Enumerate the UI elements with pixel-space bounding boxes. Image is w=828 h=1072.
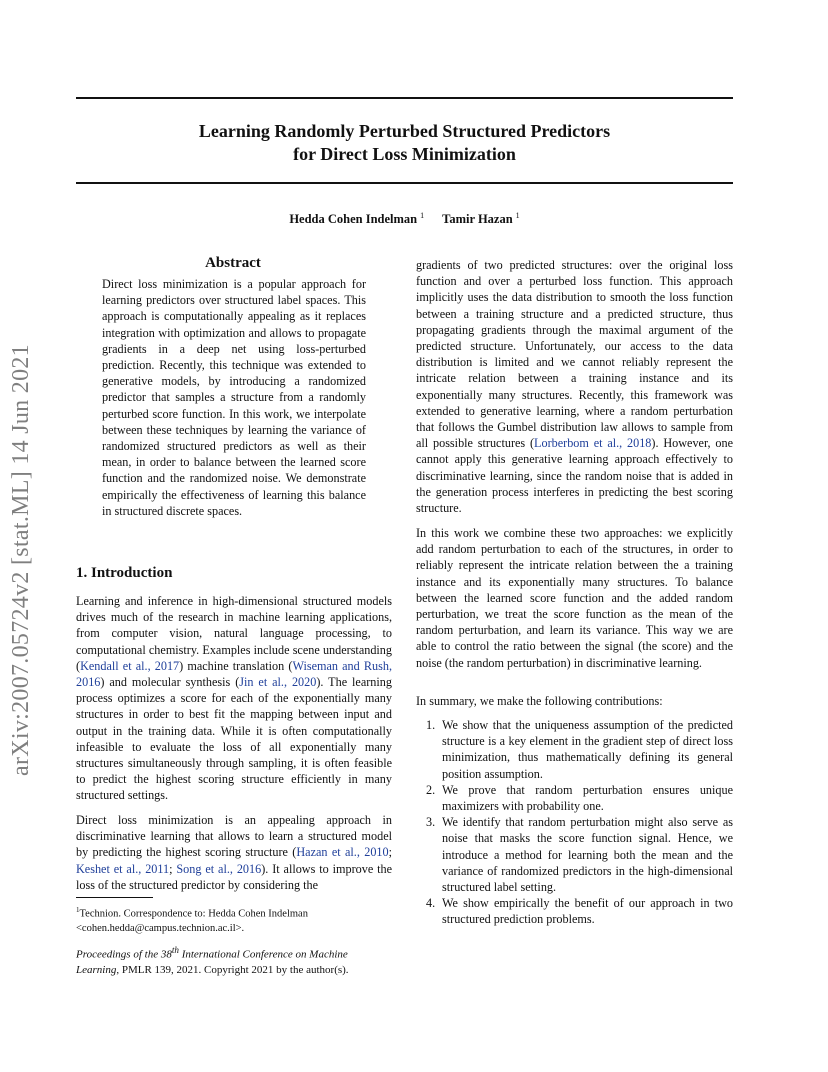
list-text: We show that the uniqueness assumption of the predicted structure is a key element in the gradient step of direct loss minimization, thus mathematically defining its general position assumption. — [442, 718, 733, 781]
proceedings-note — [76, 943, 392, 978]
abstract-heading: Abstract — [205, 255, 261, 271]
list-item — [416, 895, 733, 927]
arxiv-stamp: arXiv:2007.05724v2 [stat.ML] 14 Jun 2021 — [8, 344, 34, 776]
abstract-text: Direct loss minimization is a popular approach for learning predictors over structured label spaces. This approach is computationally appealing as it replaces integration with optimization and allows to propagate gradients in a deep net using loss-perturbed prediction. Recently, this technique was extended to generative models, by introducing a randomized predictor that samples a structure from a randomly perturbed score function. In this work, we interpolate between these techniques by learning the variance of randomized structured predictors as well as their mean, in order to balance between the learned score function and the randomized noise. We demonstrate empirically the effectiveness of learning this balance in structured discrete spaces. — [102, 277, 366, 518]
citation-link[interactable]: Jin et al., 2020 — [239, 675, 317, 690]
text-run: ; — [388, 845, 392, 860]
footnote-rule — [76, 897, 153, 898]
text-run: International Conference on Machine Learning — [76, 948, 348, 976]
title-bottom-rule — [76, 182, 733, 184]
title-line-1: Learning Randomly Perturbed Structured Predictors — [198, 121, 611, 141]
title-line-2: for Direct Loss Minimization — [293, 144, 516, 164]
text-run: gradients of two predicted structures: over the original loss function and over a perturbed loss function. This approach implicitly uses the data distribution to smooth the loss function between a training structure and a predicted structure, thus propagating gradients through the maximal argument of the predicted structure. Unfortunately, our access to the data distribution is limited and we cannot reliably represent the intricate relation between a training instance and its exponentially many structures. Recently, this framework was extended to generative learning, where a random perturbation that follows the Gumbel distribution law allows to sample from all possible structures ( — [416, 258, 733, 451]
list-item — [416, 782, 733, 814]
text-run: th — [171, 945, 179, 955]
list-number: 4. — [426, 896, 436, 911]
list-number: 2. — [426, 782, 436, 797]
footnote-text: Technion. Correspondence to: Hedda Cohen Indelman <cohen.hedda@campus.technion.ac.il>. — [76, 908, 308, 934]
list-number: 3. — [426, 815, 436, 830]
paragraph: In this work we combine these two approaches: we explicitly add random perturbation to each of the structures, in order to reliably represent the intricate relation between the a training instance and its exponentially many structures. To balance between the learned score function and the added random perturbation, we treat the score function as the mean of the random perturbation, and learn its variance. This way we are able to control the ratio between the signal (the score) and the noise (the random perturbation) in discriminative learning. — [416, 526, 733, 670]
author-list — [76, 211, 733, 227]
list-text: We show empirically the benefit of our approach in two structured prediction problems. — [442, 896, 733, 927]
citation-link[interactable]: Song et al., 2016 — [176, 861, 262, 876]
paragraph — [76, 593, 392, 804]
citation-link[interactable]: Hazan et al., 2010 — [296, 845, 389, 860]
contribution-list — [416, 717, 733, 928]
paragraph: In summary, we make the following contributions: — [416, 694, 663, 708]
citation-link[interactable]: Keshet et al., 2011 — [76, 861, 170, 876]
author-name: Tamir Hazan — [442, 212, 513, 227]
citation-link[interactable]: Wiseman and Rush, 2016 — [76, 658, 392, 690]
text-run: ). It allows to improve the loss of the structured predictor by considering the — [76, 861, 393, 892]
footnote — [76, 903, 392, 936]
author-name: Hedda Cohen Indelman — [289, 212, 418, 227]
list-text: We prove that random perturbation ensures unique maximizers with probability one. — [442, 782, 733, 814]
list-number: 1. — [426, 718, 436, 732]
paragraph — [416, 257, 733, 516]
footnote-mark: 1 — [76, 906, 80, 914]
paper-title — [76, 120, 733, 166]
text-run: , PMLR 139, 2021. Copyright 2021 by the author(s). — [116, 963, 349, 976]
text-run: ) and molecular synthesis ( — [100, 675, 240, 690]
author-affiliation: 1 — [515, 211, 520, 220]
paragraph — [76, 812, 392, 893]
text-run: ; — [169, 861, 177, 876]
text-run: Learning and inference in high-dimensional structured models drives much of the research in machine learning applications, from computer vision, natural language processing, to computational chemistry. Examples include scene understanding ( — [76, 594, 392, 673]
text-run: ). The learning process optimizes a score for each of the exponentially many structures in order to best fit the mapping between input and output in the training data. While it is often computationally infeasible to evaluate the loss of all exponentially many structures simultaneously through sampling, it is often feasible to predict the highest scoring structure efficiently in many structured settings. — [76, 675, 392, 803]
text-run: ). However, one cannot apply this generative learning approach effectively to discriminative learning, since the random noise that is added in the generation process interferes in predicting the best scoring structure. — [416, 436, 733, 516]
list-item — [416, 814, 733, 895]
citation-link[interactable]: Kendall et al., 2017 — [80, 658, 180, 673]
list-item — [416, 717, 733, 782]
author-affiliation: 1 — [420, 211, 425, 220]
top-rule — [76, 97, 733, 99]
text-run: Proceedings of the 38 — [76, 948, 172, 961]
section-heading: 1. Introduction — [76, 565, 173, 581]
text-run: Direct loss minimization is an appealing approach in discriminative learning that allows to learn a structured model by predicting the highest scoring structure ( — [76, 813, 392, 860]
list-text: We identify that random perturbation might also serve as noise that masks the score function signal. Hence, we introduce a method for learning both the mean and the variance of randomized predictors in the high-dimensional structured label setting. — [442, 815, 733, 895]
citation-link[interactable]: Lorberbom et al., 2018 — [534, 436, 652, 451]
text-run: ) machine translation ( — [179, 658, 293, 673]
